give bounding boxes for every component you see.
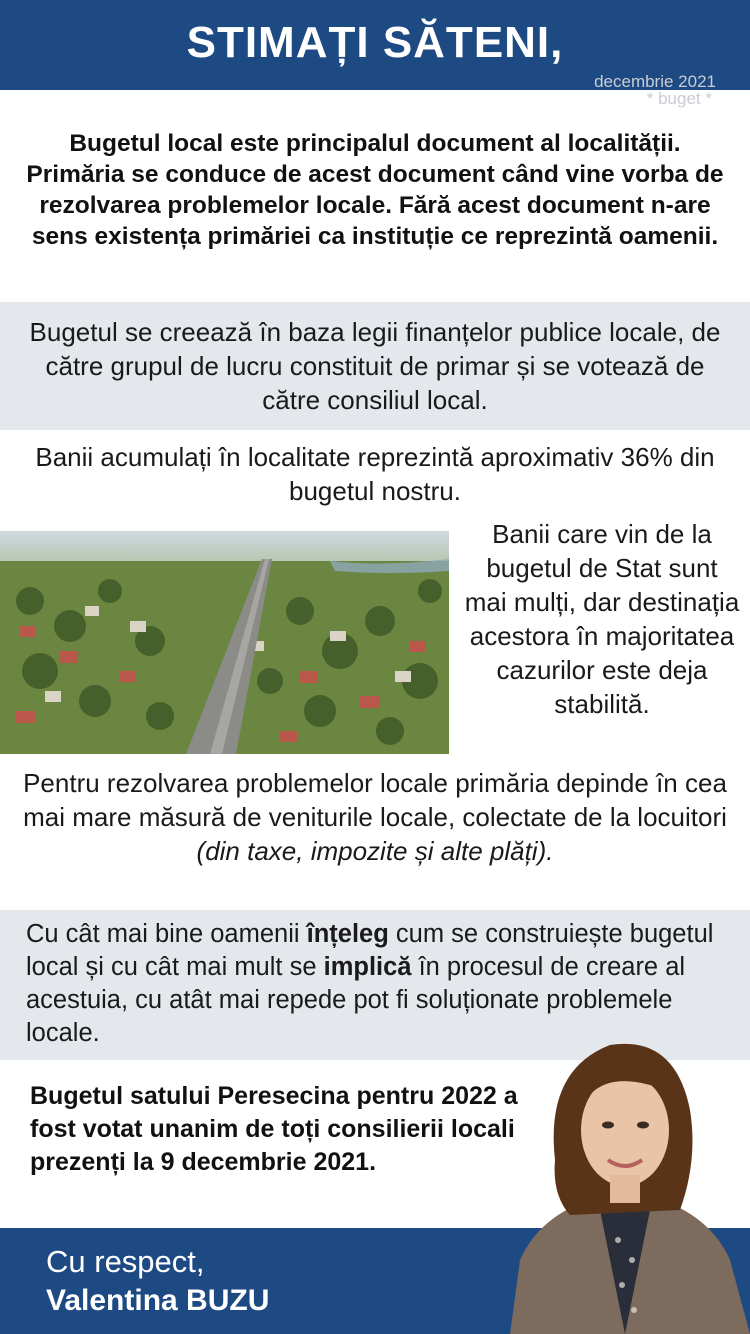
tag-label: * buget * bbox=[646, 89, 712, 108]
village-aerial-photo bbox=[0, 531, 449, 754]
state-budget-paragraph: Banii care vin de la bugetul de Stat sunt mai mulți, dar destinația acestora în majoritatea cazurilor este deja stabilită. bbox=[464, 519, 740, 719]
intro-paragraph: Bugetul local este principalul document al localității. Primăria se conduce de acest document când vine vorba de rezolvarea problemelor locale. Fără acest document n-are sens existența primăriei ca instituție ce reprezintă oamenii. bbox=[26, 130, 724, 250]
date-label: decembrie 2021 bbox=[594, 72, 716, 91]
local-revenue-text: Pentru rezolvarea problemelor locale primăria depinde în cea mai mare măsură de veniturile locale, colectate de la locuitori bbox=[23, 768, 727, 832]
involvement-text-1: Cu cât mai bine oamenii bbox=[26, 920, 307, 948]
mayor-portrait-photo bbox=[500, 1010, 750, 1334]
involvement-text-3: în procesul de creare al acestuia, cu atât mai repede pot fi soluționate problemele locale. bbox=[26, 953, 686, 1047]
budget-creation-paragraph: Bugetul se creează în baza legii finanțelor publice locale, de către grupul de lucru constituit de primar și se votează de către consiliul local. bbox=[29, 317, 721, 415]
date-stamp bbox=[594, 73, 716, 107]
local-money-paragraph: Banii acumulați în localitate reprezintă aproximativ 36% din bugetul nostru. bbox=[35, 442, 715, 506]
involvement-bold-1: înțeleg bbox=[306, 920, 389, 948]
budget-vote-announcement: Bugetul satului Peresecina pentru 2022 a fost votat unanim de toți consilierii locali prezenți la 9 decembrie 2021. bbox=[30, 1082, 518, 1176]
involvement-bold-2: implică bbox=[323, 953, 412, 981]
local-revenue-paragraph bbox=[20, 766, 730, 868]
involvement-text-2: cum se construiește bugetul local și cu cât mai mult se bbox=[26, 920, 714, 981]
page-title: STIMAȚI SĂTENI, bbox=[186, 18, 564, 67]
local-revenue-note: (din taxe, impozite și alte plăți). bbox=[196, 836, 554, 866]
closing-salutation: Cu respect, bbox=[46, 1244, 205, 1279]
signature-name: Valentina BUZU bbox=[46, 1284, 270, 1317]
